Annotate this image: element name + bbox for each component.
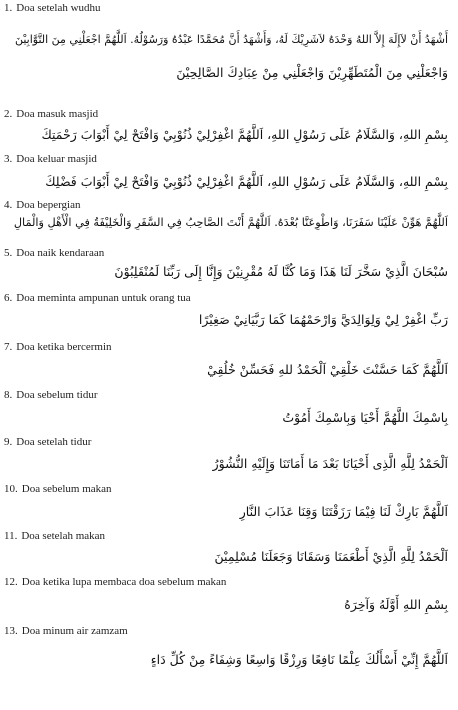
arabic-text-line: اَللَّهُمَّ هَوِّنْ عَلَيْنَا سَفَرَنَا، وَاطْوِعَنَّا بُعْدَهُ. اَللَّهُمَّ أَنْتَ الصَّاحِبُ فِي السَّفَرِ وَالْخَلِيْفَةُ فِي الْأَهْلِ وَالْمَالِ [13, 216, 448, 229]
doa-title [4, 530, 105, 543]
arabic-text-line: رَبِّ اغْفِرْ لِيْ وَلِوَالِدَيَّ وَارْحَمْهُمَا كَمَا رَبَّيَانِيْ صَغِيْرًا [198, 312, 448, 327]
doa-title-text: Doa ketika bercermin [16, 341, 112, 353]
doa-number: 2. [4, 108, 13, 120]
arabic-text-line: اَلْحَمْدُ لِلَّهِ الَّذِيْ أَطْعَمَنَا وَسَقَانَا وَجَعَلَنَا مُسْلِمِيْنَ [214, 549, 448, 564]
arabic-text-line: اَللَّهُمَّ كَمَا حَسَّنْتَ خَلْقِيْ اَلْحَمْدُ للهِ فَحَسِّنْ خُلُقِيْ [207, 362, 448, 377]
doa-title [4, 292, 191, 305]
doa-number: 3. [4, 153, 13, 165]
doa-number: 6. [4, 292, 13, 304]
doa-number: 1. [4, 2, 13, 14]
doa-number: 10. [4, 483, 18, 495]
doa-title [4, 483, 112, 496]
doa-title [4, 199, 81, 212]
doa-title-text: Doa meminta ampunan untuk orang tua [16, 292, 191, 304]
arabic-text-line: أَشْهَدُ أَنْ لاَإِلَهَ إِلاَّ اللهُ وَحْدَهُ لاَشَرِيْكَ لَهُ، وَأَشْهَدُ أَنَّ مُحَمَّدًا عَبْدُهُ وَرَسُوْلُهُ. اَللَّهُمَّ اجْعَلْنِي مِنَ التَّوَّابِيْنَ [14, 33, 448, 46]
arabic-text-line: بِسْمِ اللهِ، وَالسَّلَامُ عَلَى رَسُوْلِ اللهِ، اَللَّهُمَّ اغْفِرْلِيْ ذُنُوْبِيْ وَافْتَحْ لِيْ أَبْوَابَ رَحْمَتِكَ [41, 127, 448, 142]
doa-title [4, 389, 98, 402]
doa-title-text: Doa setelah makan [21, 530, 106, 542]
arabic-text-line: اَلْحَمْدُ لِلَّهِ الَّذِى أَحْيَانَا بَعْدَ مَا أَمَاتَنَا وَإِلَيْهِ النُّشُوْرُ [212, 456, 448, 471]
doa-title [4, 341, 112, 354]
doa-number: 13. [4, 625, 18, 637]
doa-title [4, 2, 101, 15]
arabic-text-line: اَللَّهُمَّ بَارِكْ لَنَا فِيْمَا رَزَقْتَنَا وَقِنَا عَذَابَ النَّارِ [239, 504, 448, 519]
doa-title-text: Doa setelah tidur [16, 436, 92, 448]
doa-number: 5. [4, 247, 13, 259]
doa-title [4, 247, 104, 260]
doa-title-text: Doa masuk masjid [16, 108, 99, 120]
doa-number: 8. [4, 389, 13, 401]
doa-title-text: Doa minum air zamzam [21, 625, 128, 637]
doa-title-text: Doa keluar masjid [16, 153, 97, 165]
arabic-text-line: بِسْمِ اللهِ، وَالسَّلَامُ عَلَى رَسُوْلِ اللهِ، اَللَّهُمَّ اغْفِرْلِيْ ذُنُوْبِيْ وَافْتَحْ لِيْ أَبْوَابَ فَضْلِكَ [45, 174, 448, 189]
arabic-text-line: بِاسْمِكَ اللَّهُمَّ أَحْيَا وَبِاسْمِكَ أَمُوْتُ [282, 410, 448, 425]
doa-title-text: Doa setelah wudhu [16, 2, 101, 14]
doa-title-text: Doa naik kendaraan [16, 247, 105, 259]
doa-title [4, 108, 98, 121]
doa-number: 12. [4, 576, 18, 588]
arabic-text-line: سُبْحَانَ الَّذِيْ سَخَّرَ لَنَا هَذَا وَمَا كُنَّا لَهُ مُقْرِنِيْنَ وَإِنَّا إِلَى رَبِّنَا لَمُنْقَلِبُوْنَ [114, 264, 448, 279]
doa-number: 11. [4, 530, 18, 542]
arabic-text-line: بِسْمِ اللهِ أَوَّلَهُ وَآخِرَهُ [344, 597, 448, 612]
doa-title [4, 625, 128, 638]
arabic-text-line: وَاجْعَلْنِي مِنَ الْمُتَطَهِّرِيْنَ وَاجْعَلْنِي مِنْ عِبَادِكَ الصَّالِحِيْنَ [176, 65, 448, 80]
doa-title [4, 436, 91, 449]
doa-title-text: Doa ketika lupa membaca doa sebelum makan [21, 576, 227, 588]
doa-title [4, 576, 226, 589]
doa-title-text: Doa sebelum tidur [16, 389, 98, 401]
doa-number: 9. [4, 436, 13, 448]
doa-title-text: Doa sebelum makan [21, 483, 112, 495]
doa-number: 7. [4, 341, 13, 353]
doa-title-text: Doa bepergian [16, 199, 81, 211]
doa-title [4, 153, 97, 166]
arabic-text-line: اَللَّهُمَّ إِنِّيْ أَسْأَلُكَ عِلْمًا نَافِعًا وَرِزْقًا وَاسِعًا وَشِفَاءً مِنْ كُلِّ دَاءٍ [150, 652, 448, 667]
doa-number: 4. [4, 199, 13, 211]
